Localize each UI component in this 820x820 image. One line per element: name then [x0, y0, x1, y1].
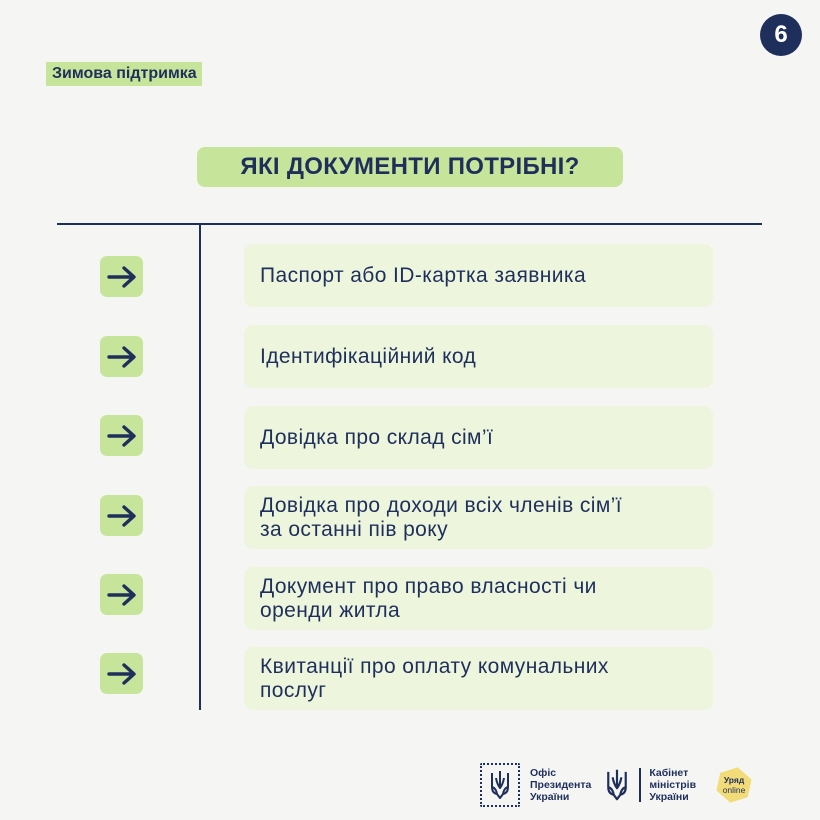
document-label-line: Довідка про склад сім’ї	[260, 425, 494, 449]
cabinet-of-ministers-text	[649, 767, 696, 803]
uriad-online-text	[714, 765, 754, 805]
document-label	[260, 345, 476, 369]
horizontal-divider	[57, 223, 762, 225]
page-title: ЯКІ ДОКУМЕНТИ ПОТРІБНІ?	[197, 147, 623, 187]
document-label	[260, 655, 609, 703]
logo-text-line: Офіс	[530, 767, 557, 779]
logo-text-line: Кабінет	[649, 767, 689, 779]
arrow-right-icon	[100, 653, 143, 694]
office-of-president-logo	[480, 763, 591, 807]
cabinet-of-ministers-logo	[603, 765, 696, 805]
document-item	[244, 647, 713, 710]
document-item	[244, 244, 713, 307]
logo-text-line: Президента	[530, 779, 592, 791]
vertical-divider	[199, 224, 201, 710]
document-item	[244, 567, 713, 630]
arrow-right-icon	[100, 336, 143, 377]
office-of-president-text	[530, 767, 591, 803]
document-label-line: за останні пів року	[260, 517, 448, 541]
logo-text-line: Уряд	[723, 775, 745, 785]
logo-separator	[639, 768, 641, 802]
document-label	[260, 264, 586, 288]
document-label-line: Довідка про доходи всіх членів сім’ї	[260, 493, 622, 517]
document-label-line: послуг	[260, 678, 327, 702]
document-label	[260, 426, 493, 450]
arrow-right-icon	[100, 495, 143, 536]
document-item	[244, 486, 713, 549]
document-item	[244, 406, 713, 469]
logo-text-line: України	[530, 791, 570, 803]
uriad-online-badge	[714, 765, 754, 805]
trident-icon	[603, 765, 631, 805]
arrow-right-icon	[100, 256, 143, 297]
document-label-line: Квитанції про оплату комунальних	[260, 654, 609, 678]
logo-text-line: online	[722, 785, 746, 795]
arrow-right-icon	[100, 574, 143, 615]
logo-text-line: України	[649, 791, 689, 803]
page-number-badge: 6	[760, 14, 802, 56]
category-tag: Зимова підтримка	[46, 62, 202, 86]
document-label-line: Паспорт або ID-картка заявника	[260, 263, 587, 287]
logo-text-line: міністрів	[649, 779, 697, 791]
document-label	[260, 494, 622, 542]
document-label-line: оренди житла	[260, 598, 401, 622]
document-label-line: Ідентифікаційний код	[260, 344, 477, 368]
footer-logos	[480, 760, 754, 810]
arrow-right-icon	[100, 415, 143, 456]
document-label	[260, 575, 597, 623]
document-item	[244, 325, 713, 388]
document-label-line: Документ про право власності чи	[260, 574, 597, 598]
trident-icon	[480, 763, 520, 807]
